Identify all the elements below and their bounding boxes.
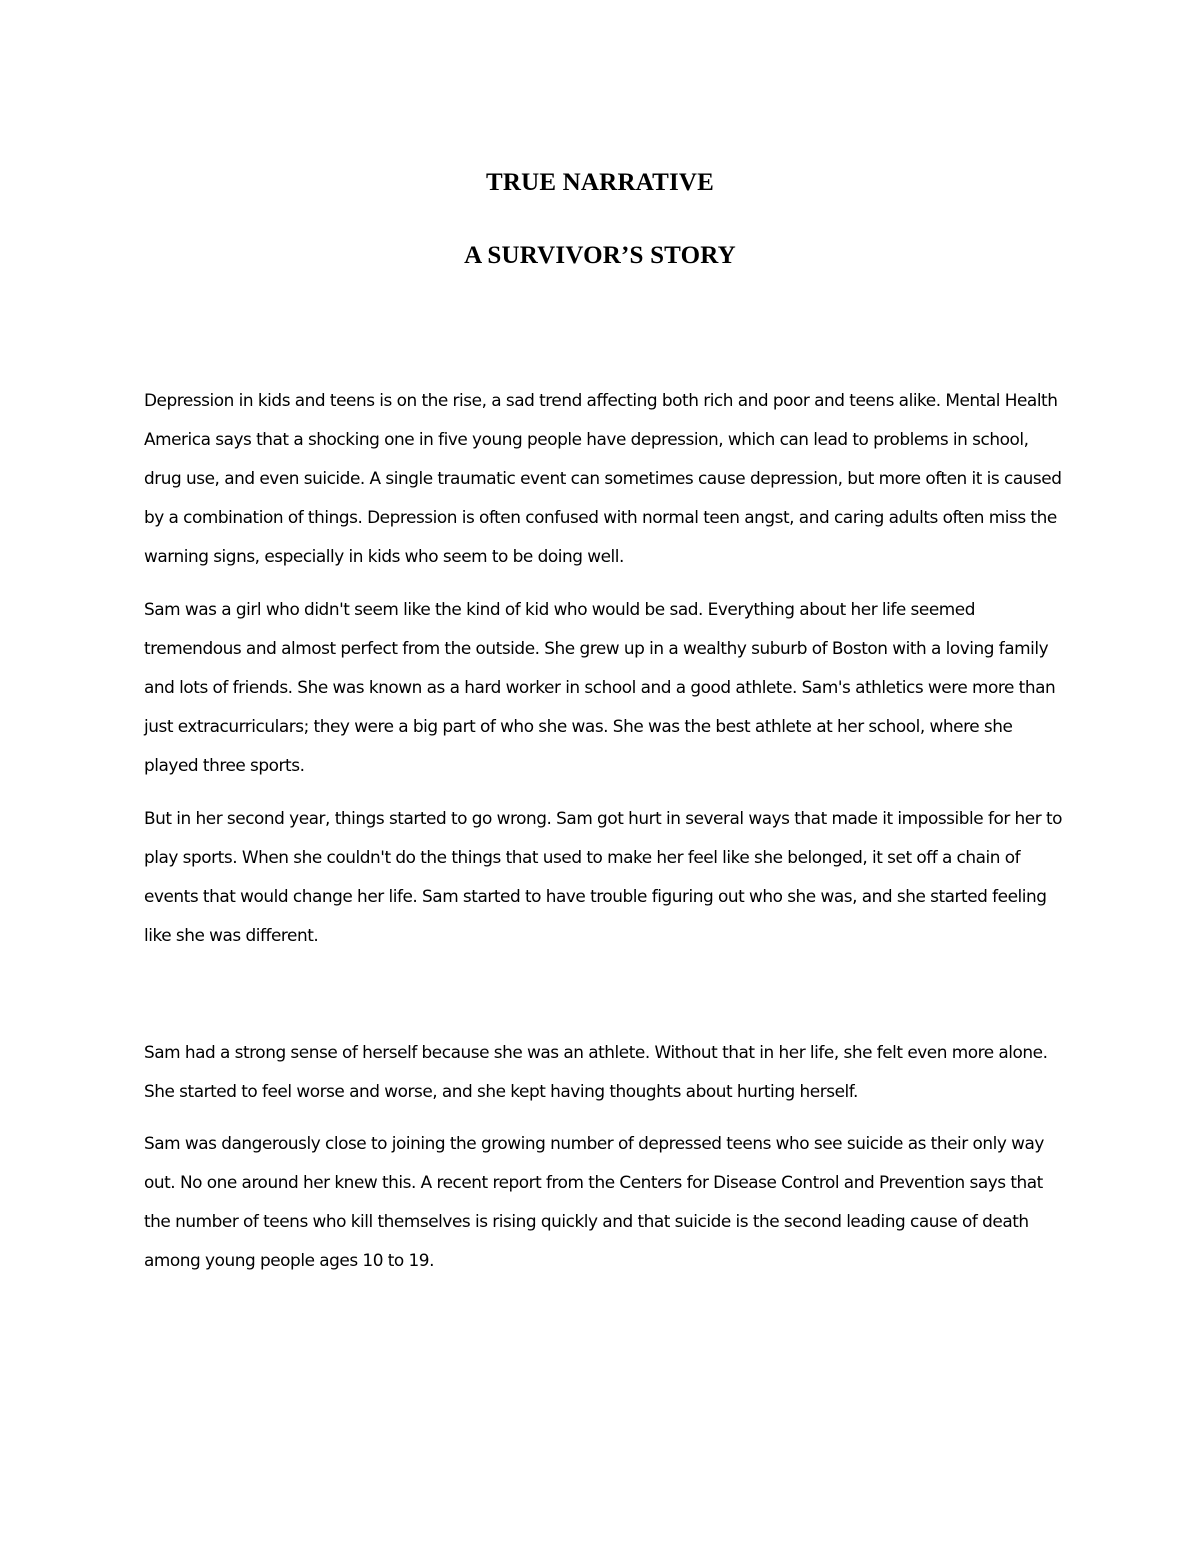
paragraph-2: Sam was a girl who didn't seem like the kind of kid who would be sad. Everything about her life seemed tremendous and almost perfect from the outside. She grew up in a wealthy suburb of Boston with a loving family and lots of friends. She was known as a hard worker in school and a good athlete. Sam's athletics were more than just extracurriculars; they were a big part of who she was. She was the best athlete at her school, where she played three sports.: [144, 599, 1056, 775]
document-subtitle: A SURVIVOR’S STORY: [464, 242, 736, 269]
paragraph-1: Depression in kids and teens is on the rise, a sad trend affecting both rich and poor and teens alike. Mental Health America says that a shocking one in five young people have depression, which can lead to problems in school, drug use, and even suicide. A single traumatic event can sometimes cause depression, but more often it is caused by a combination of things. Depression is often confused with normal teen angst, and caring adults often miss the warning signs, especially in kids who seem to be doing well.: [144, 390, 1062, 566]
document-title: TRUE NARRATIVE: [485, 169, 715, 196]
paragraph-5: Sam was dangerously close to joining the growing number of depressed teens who see suicide as their only way out. No one around her knew this. A recent report from the Centers for Disease Control and Prevention says that the number of teens who kill themselves is rising quickly and that suicide is the second leading cause of death among young people ages 10 to 19.: [144, 1133, 1044, 1270]
document-body: [144, 381, 1064, 1280]
paragraph-3: But in her second year, things started to go wrong. Sam got hurt in several ways that made it impossible for her to play sports. When she couldn't do the things that used to make her feel like she belonged, it set off a chain of events that would change her life. Sam started to have trouble figuring out who she was, and she started feeling like she was different.: [144, 808, 1063, 945]
paragraph-4: Sam had a strong sense of herself because she was an athlete. Without that in her life, she felt even more alone. She started to feel worse and worse, and she kept having thoughts about hurting herself.: [144, 1042, 1048, 1101]
